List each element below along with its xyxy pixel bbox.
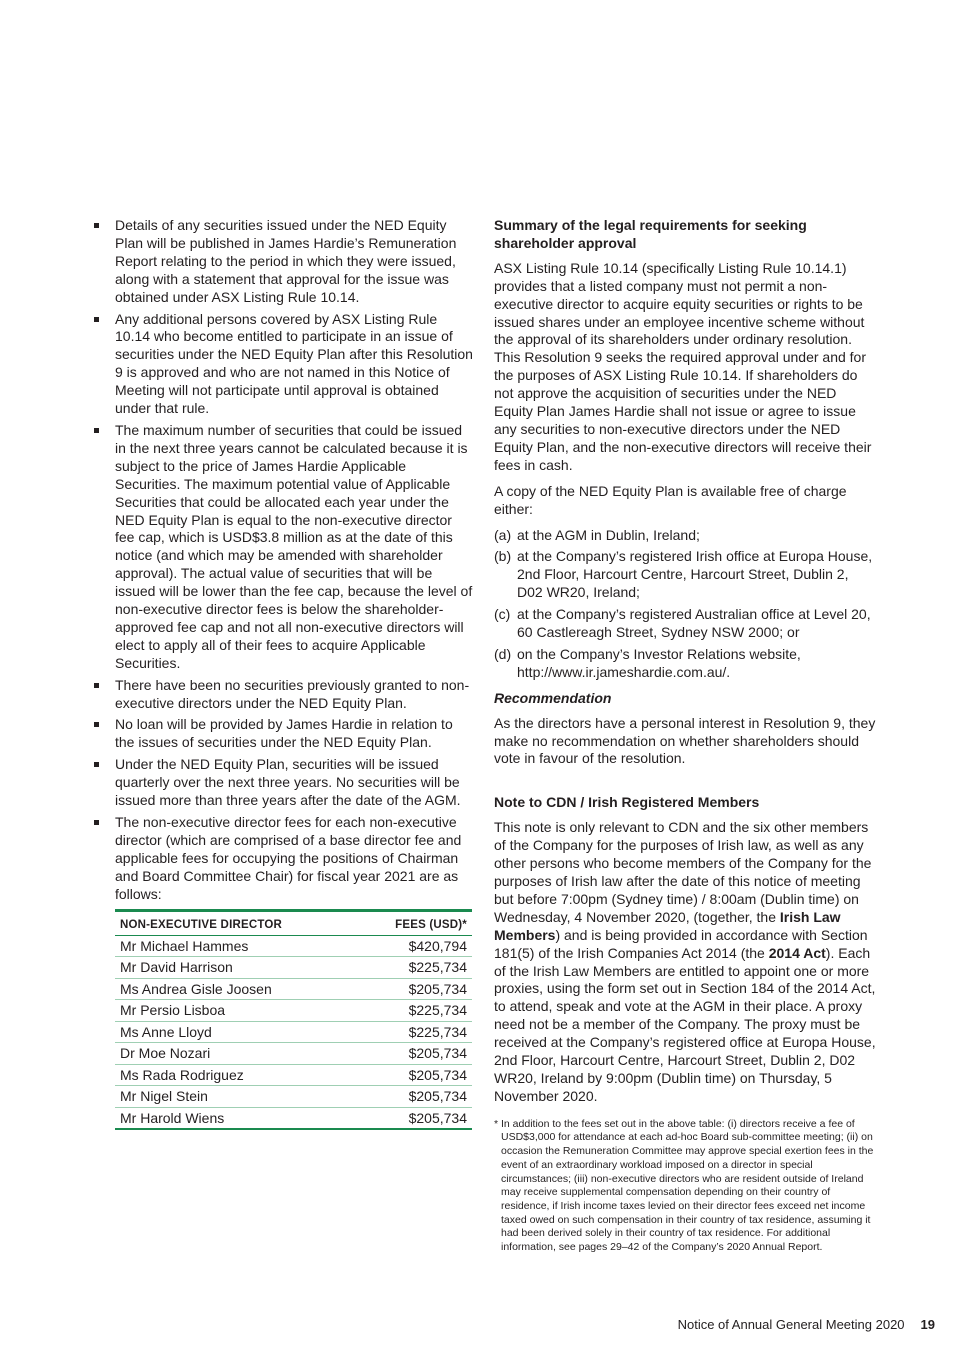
availability-options-list <box>494 527 876 682</box>
list-item <box>494 548 876 602</box>
table-row <box>115 978 472 1000</box>
note-paragraph <box>494 819 876 1106</box>
list-item <box>494 606 876 642</box>
option-text: at the Company’s registered Australian office at Level 20, 60 Castlereagh Street, Sydney NSW 2000; or <box>517 606 871 641</box>
director-fee: $420,794 <box>357 935 472 957</box>
left-column <box>92 217 474 1130</box>
option-marker: (d) <box>494 645 512 662</box>
option-marker: (c) <box>494 606 511 623</box>
table-row <box>115 935 472 957</box>
right-column <box>494 217 876 1255</box>
note-text-3: ). Each of the Irish Law Members are entitled to appoint one or more proxies, using the form set out in Section 184 of the 2014 Act, to attend, speak and vote at the AGM in their place. A proxy need not be a member of the Company. The proxy must be received at the Company’s registered office at Europa House, 2nd Floor, Harcourt Centre, Harcourt Street, Dublin 2, D02 WR20, Ireland by 9:00pm (Dublin time) on Thursday, 5 November 2020. <box>494 944 876 1104</box>
director-fee: $225,734 <box>357 1021 472 1043</box>
disclosure-bullet-list <box>92 217 474 904</box>
table-row <box>115 1021 472 1043</box>
director-name: Ms Andrea Gisle Joosen <box>115 978 357 1000</box>
act-2014-term: 2014 Act <box>768 944 826 961</box>
director-name: Mr Nigel Stein <box>115 1086 357 1108</box>
footnote-marker: * <box>494 1117 499 1130</box>
director-fee: $205,734 <box>357 1086 472 1108</box>
recommendation-paragraph: As the directors have a personal interest in Resolution 9, they make no recommendation on whether shareholders should vote in favour of the resolution. <box>494 714 876 767</box>
bullet-item: The non-executive director fees for each non-executive director (which are comprised of a base director fee and applicable fees for occupying the positions of Chairman and Board Committee Chair) for fiscal year 2021 are as follows: <box>92 814 474 904</box>
note-text-1: This note is only relevant to CDN and the six other members of the Company for the purposes of Irish law, as well as any other persons who become members of the Company for the purposes of Irish law after the date of this notice of meeting but before 7:00pm (Sydney time) / 8:00am (Dublin time) on Wednesday, 4 November 2020, (together, the <box>494 819 872 925</box>
summary-paragraph: ASX Listing Rule 10.14 (specifically Listing Rule 10.14.1) provides that a listed company must not permit a non-executive director to acquire equity securities or rights to be issued shares under an employee incentive scheme without the approval of its shareholders under ordinary resolution. This Resolution 9 seeks the required approval under and for the purposes of ASX Listing Rule 10.14. If shareholders do not approve the acquisition of securities under the NED Equity Plan James Hardie shall not issue or agree to issue any securities to non-executive directors under the NED Equity Plan, and the non-executive directors will receive their fees in cash. <box>494 259 872 473</box>
option-marker: (b) <box>494 548 512 565</box>
note-text-2: ) and is being provided in accordance with Section 181(5) of the Irish Companies Act 2014 (the <box>494 926 868 961</box>
table-row <box>115 1000 472 1022</box>
table-row <box>115 1107 472 1129</box>
list-item <box>494 646 876 682</box>
director-name: Ms Anne Lloyd <box>115 1021 357 1043</box>
document-title: Notice of Annual General Meeting 2020 <box>677 1317 905 1332</box>
bullet-item: Details of any securities issued under the NED Equity Plan will be published in James Hardie’s Remuneration Report relating to the period in which they were issued, along with a statement that approval for the issue was obtained under ASX Listing Rule 10.14. <box>92 217 474 307</box>
director-fee: $205,734 <box>357 1043 472 1065</box>
bullet-item: Under the NED Equity Plan, securities will be issued quarterly over the next three years. No securities will be issued more than three years after the date of the AGM. <box>92 756 474 810</box>
recommendation-heading: Recommendation <box>494 689 612 706</box>
irish-law-members-term: Irish Law Members <box>494 908 841 943</box>
director-name: Mr Persio Lisboa <box>115 1000 357 1022</box>
option-text: at the AGM in Dublin, Ireland; <box>517 526 700 543</box>
director-name: Ms Rada Rodriguez <box>115 1064 357 1086</box>
table-row <box>115 957 472 979</box>
list-item <box>494 527 876 545</box>
note-heading: Note to CDN / Irish Registered Members <box>494 794 760 811</box>
option-text: at the Company’s registered Irish office at Europa House, 2nd Floor, Harcourt Centre, Harcourt Street, Dublin 2, D02 WR20, Ireland; <box>517 548 873 601</box>
plan-availability-paragraph: A copy of the NED Equity Plan is available free of charge either: <box>494 482 847 517</box>
director-name: Dr Moe Nozari <box>115 1043 357 1065</box>
fees-footnote <box>494 1118 876 1255</box>
summary-heading: Summary of the legal requirements for seeking shareholder approval <box>494 217 807 251</box>
director-fee: $205,734 <box>357 1064 472 1086</box>
table-header-row <box>115 910 472 935</box>
director-column-header: NON-EXECUTIVE DIRECTOR <box>115 910 357 935</box>
director-fee: $205,734 <box>357 978 472 1000</box>
bullet-item: Any additional persons covered by ASX Listing Rule 10.14 who become entitled to participate in an issue of securities under the NED Equity Plan after this Resolution 9 is approved and who are not named in this Notice of Meeting will not participate until approval is obtained under that rule. <box>92 311 474 418</box>
bullet-item: There have been no securities previously granted to non-executive directors under the NED Equity Plan. <box>92 677 474 713</box>
director-name: Mr Michael Hammes <box>115 935 357 957</box>
director-fee: $225,734 <box>357 957 472 979</box>
bullet-item: No loan will be provided by James Hardie in relation to the issues of securities under the NED Equity Plan. <box>92 716 474 752</box>
option-marker: (a) <box>494 526 512 543</box>
fees-column-header: FEES (USD)* <box>357 910 472 935</box>
director-fee: $205,734 <box>357 1107 472 1129</box>
page-number: 19 <box>920 1317 935 1332</box>
page-footer <box>678 1317 935 1332</box>
table-row <box>115 1064 472 1086</box>
director-name: Mr Harold Wiens <box>115 1107 357 1129</box>
director-fees-table <box>115 909 472 1131</box>
director-name: Mr David Harrison <box>115 957 357 979</box>
footnote-text: In addition to the fees set out in the above table: (i) directors receive a fee of USD$3,000 for attendance at each ad-hoc Board sub-committee meeting; (ii) on occasion the Remuneration Committee may approve special exertion fees in the event of an extraordinary workload imposed on a director in special circumstances; (iii) non-executive directors who are resident outside of Ireland may receive supplemental compensation depending on their country of residence, if Irish income taxes levied on their director fees exceed net income taxed owed on such compensation in their country of tax residence, assuming it had been derived solely in their country of tax residence. For additional information, see pages 29–42 of the Company’s 2020 Annual Report. <box>501 1117 874 1254</box>
bullet-item: The maximum number of securities that could be issued in the next three years cannot be calculated because it is subject to the price of James Hardie Applicable Securities. The maximum potential value of Applicable Securities that could be allocated each year under the NED Equity Plan is equal to the non-executive director fee cap, which is USD$3.8 million as at the date of this notice (and which may be amended with shareholder approval). The actual value of securities that will be issued will be lower than the fee cap, because the level of non-executive director fees is below the shareholder-approved fee cap and not all non-executive directors will elect to apply all of their fees to acquire Applicable Securities. <box>92 422 474 673</box>
table-row <box>115 1086 472 1108</box>
director-fee: $225,734 <box>357 1000 472 1022</box>
option-text: on the Company’s Investor Relations website, http://www.ir.jameshardie.com.au/. <box>517 645 801 680</box>
table-row <box>115 1043 472 1065</box>
